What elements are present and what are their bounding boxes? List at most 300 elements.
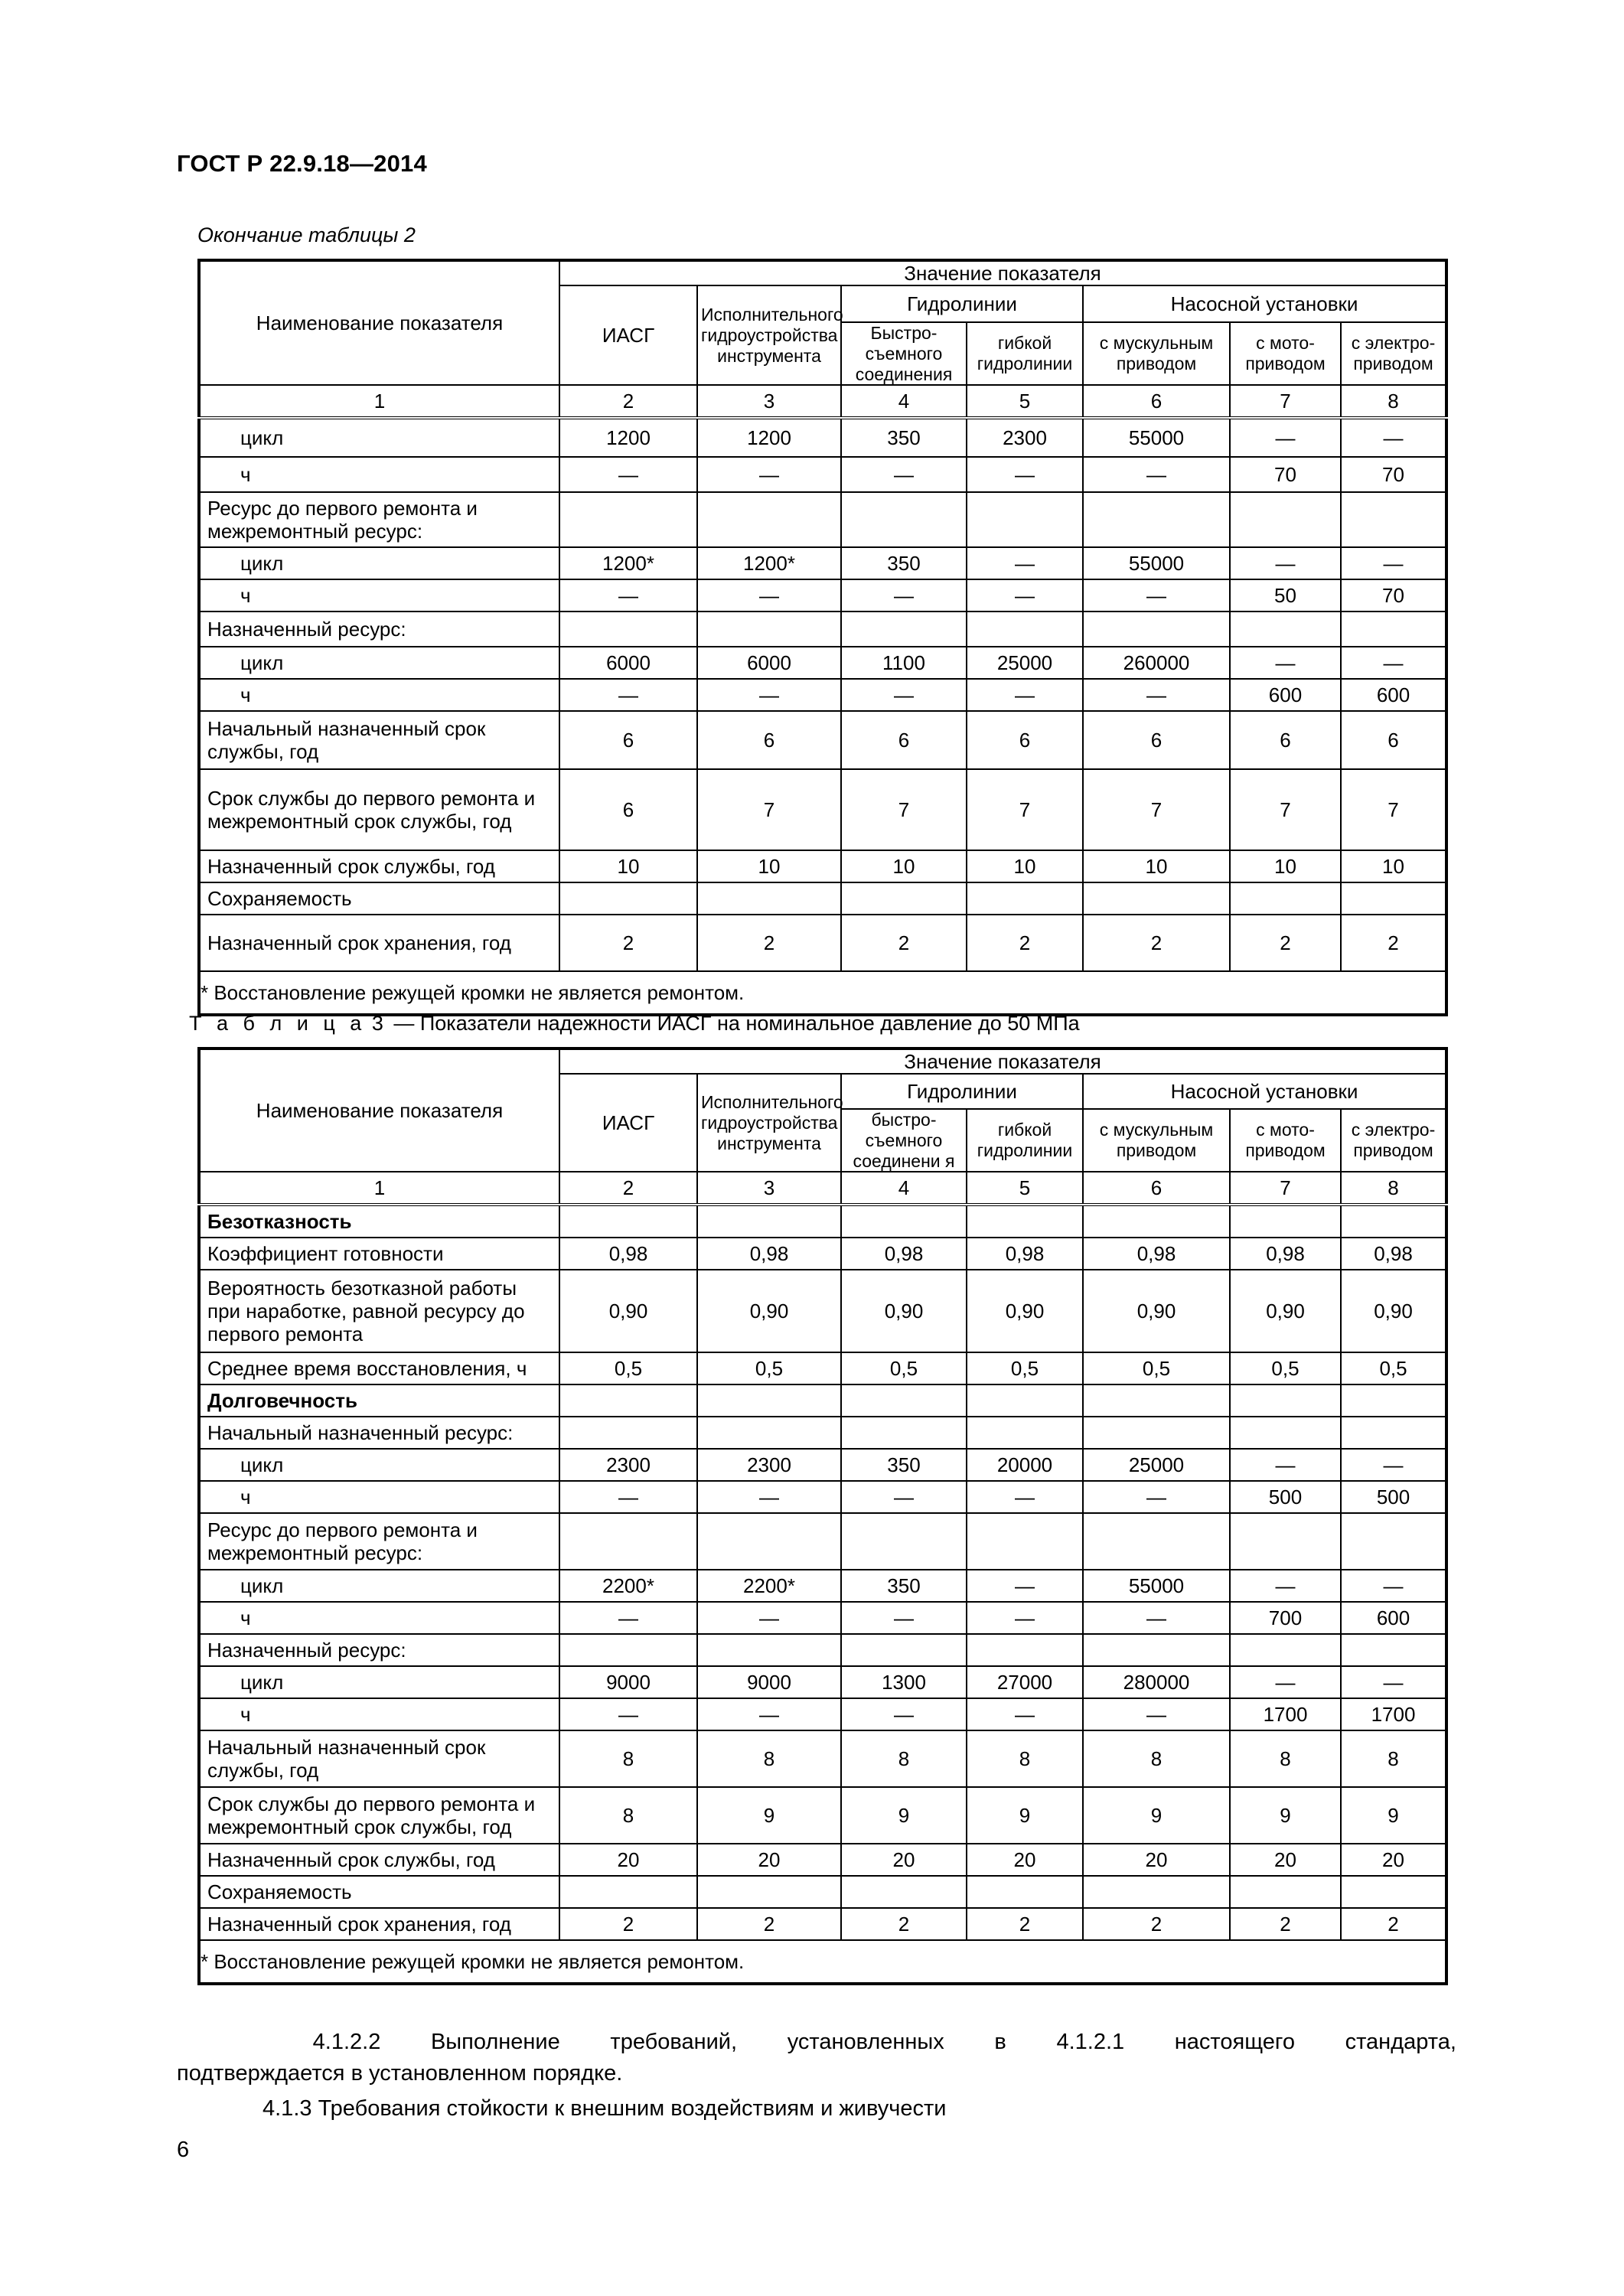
row-value: 8 [1230,1730,1341,1787]
row-value: 6 [1341,711,1446,769]
table-row [199,492,1446,547]
row-label: Начальный назначенный срок службы, год [199,1730,559,1787]
row-value [1083,882,1230,915]
row-value: 0,98 [559,1238,697,1270]
row-label: Коэффициент готовности [199,1238,559,1270]
row-value: — [1230,1449,1341,1481]
row-value: — [1230,418,1341,457]
row-value [967,882,1083,915]
row-value: — [1341,547,1446,579]
row-value: 7 [1341,769,1446,850]
row-value: 9000 [697,1666,841,1698]
table2-num-2: 2 [559,385,697,418]
row-value: 7 [841,769,967,850]
row-value: — [841,679,967,711]
row-label: Сохраняемость [199,1876,559,1908]
table-row [199,850,1446,882]
row-value: 2 [841,1908,967,1940]
row-value [1341,882,1446,915]
table2-header-value-group: Значение показателя [559,260,1446,285]
row-value: — [967,579,1083,612]
paragraph-word-5: 4.1.2.1 [1056,2030,1125,2054]
table2-footnote-row [199,971,1446,1015]
row-value: 2 [1230,1908,1341,1940]
table-row [199,1844,1446,1876]
row-value [1083,1417,1230,1449]
row-value [1341,492,1446,547]
row-value [1341,1513,1446,1570]
row-value: 9 [967,1787,1083,1844]
paragraph-word-6: настоящего [1174,2030,1295,2054]
table-row [199,1481,1446,1513]
row-value: — [697,457,841,492]
row-value: 70 [1341,579,1446,612]
table-row [199,1205,1446,1238]
row-label: Назначенный срок хранения, год [199,1908,559,1940]
row-value: 6 [1230,711,1341,769]
row-value [1230,612,1341,647]
table-row [199,1384,1446,1417]
row-value [841,1417,967,1449]
row-value: 2 [967,915,1083,971]
row-value: — [559,1602,697,1634]
row-value: — [841,1481,967,1513]
row-label: Безотказность [199,1205,559,1238]
table-row [199,579,1446,612]
row-value: 600 [1341,679,1446,711]
table2-header-tool: Исполнительного гидроустройства инструмента [697,285,841,385]
row-value: 2 [967,1908,1083,1940]
paragraph-word-4: в [994,2030,1006,2054]
row-value [697,1513,841,1570]
row-value: 10 [967,850,1083,882]
row-value [1230,1384,1341,1417]
row-value: 2200* [559,1570,697,1602]
table3-footnote-row [199,1940,1446,1984]
row-value: 2 [1341,915,1446,971]
table2-num-5: 5 [967,385,1083,418]
row-value: 50 [1230,579,1341,612]
row-value [1341,612,1446,647]
row-label: Ресурс до первого ремонта и межремонтный ресурс: [199,1513,559,1570]
row-value: 2300 [967,418,1083,457]
row-value: 2 [697,1908,841,1940]
row-label: Ресурс до первого ремонта и межремонтный ресурс: [199,492,559,547]
row-value [1083,492,1230,547]
table-row [199,711,1446,769]
table2-num-6: 6 [1083,385,1230,418]
table3-num-4: 4 [841,1172,967,1205]
row-value: 27000 [967,1666,1083,1698]
row-value: 0,90 [559,1270,697,1352]
row-value: 0,5 [1230,1352,1341,1384]
row-value: 6 [967,711,1083,769]
table2-header-row-1 [199,260,1446,285]
row-value: 1200 [697,418,841,457]
row-value [967,1205,1083,1238]
row-label: ч [199,579,559,612]
row-value: 9 [697,1787,841,1844]
row-value: 1200* [697,547,841,579]
row-value: 6 [559,711,697,769]
table-row [199,1602,1446,1634]
row-label: Назначенный ресурс: [199,612,559,647]
row-value: — [967,679,1083,711]
row-value [841,1205,967,1238]
table3-caption-number: 3 [371,1012,388,1035]
row-value [559,612,697,647]
row-value: 350 [841,547,967,579]
row-label: цикл [199,418,559,457]
row-value: 2 [1230,915,1341,971]
row-value: 2 [1341,1908,1446,1940]
row-value [1083,1205,1230,1238]
row-value [841,1876,967,1908]
row-value: 1200 [559,418,697,457]
row-value: 0,90 [841,1270,967,1352]
row-value: — [559,579,697,612]
table-row [199,1352,1446,1384]
row-value: — [841,1602,967,1634]
row-value: 0,90 [1083,1270,1230,1352]
row-value [559,1876,697,1908]
table2-footnote: * Восстановление режущей кромки не является ремонтом. [199,971,1446,1015]
row-value: 8 [697,1730,841,1787]
row-label: ч [199,1602,559,1634]
row-label: Сохраняемость [199,882,559,915]
table2-header-quick: Быстро-съемного соединения [841,322,967,385]
row-value: 500 [1230,1481,1341,1513]
row-value: — [1341,1666,1446,1698]
row-value [697,882,841,915]
row-value [559,1513,697,1570]
table-row [199,1449,1446,1481]
table-3 [197,1047,1448,1985]
row-value [1341,1876,1446,1908]
row-value: 600 [1230,679,1341,711]
table-row [199,1666,1446,1698]
row-label: цикл [199,547,559,579]
row-value: — [1083,1602,1230,1634]
row-value: 2 [1083,915,1230,971]
row-value [967,1513,1083,1570]
row-value: 55000 [1083,1570,1230,1602]
table2-num-1: 1 [199,385,559,418]
row-label: Вероятность безотказной работы при наработке, равной ресурсу до первого ремонта [199,1270,559,1352]
table-row [199,1730,1446,1787]
row-value: 10 [1341,850,1446,882]
row-value: 0,90 [697,1270,841,1352]
row-value [1341,1634,1446,1666]
row-value: 55000 [1083,418,1230,457]
table3-num-8: 8 [1341,1172,1446,1205]
row-value [1341,1205,1446,1238]
table2-numbering-row [199,385,1446,418]
row-value: — [1083,1481,1230,1513]
row-value: — [1341,647,1446,679]
row-value: 0,98 [697,1238,841,1270]
row-value: 0,98 [1083,1238,1230,1270]
table-row [199,1513,1446,1570]
row-value: 6000 [697,647,841,679]
row-value: 70 [1230,457,1341,492]
row-value [841,492,967,547]
table-row [199,1787,1446,1844]
row-label: Срок службы до первого ремонта и межремонтный срок службы, год [199,1787,559,1844]
table2-header-moto: с мото-приводом [1230,322,1341,385]
row-value: 6 [841,711,967,769]
table3-num-3: 3 [697,1172,841,1205]
row-value [559,1205,697,1238]
row-value: — [559,1481,697,1513]
row-value [697,492,841,547]
row-value: — [967,547,1083,579]
row-value: 0,98 [967,1238,1083,1270]
row-value [841,612,967,647]
row-value [1341,1384,1446,1417]
table3-header-tool: Исполнительного гидроустройства инструмента [697,1074,841,1172]
row-value: 0,5 [967,1352,1083,1384]
row-value: 6 [559,769,697,850]
paragraph-4-1-3-number: 4.1.3 [263,2096,312,2121]
row-value [1230,1876,1341,1908]
table-row [199,1238,1446,1270]
row-label: Назначенный срок службы, год [199,850,559,882]
row-value [1230,1205,1341,1238]
table-row [199,882,1446,915]
paragraph-4-1-2-2-line-1 [177,2027,1456,2058]
row-value [1083,612,1230,647]
row-value: — [1230,547,1341,579]
row-value: 1700 [1341,1698,1446,1730]
table2-header-electro: с электро-приводом [1341,322,1446,385]
row-value [841,882,967,915]
row-value: 0,5 [559,1352,697,1384]
row-value: 0,98 [1341,1238,1446,1270]
row-label: Начальный назначенный ресурс: [199,1417,559,1449]
row-value: 280000 [1083,1666,1230,1698]
row-value: 0,5 [841,1352,967,1384]
row-value: — [1083,579,1230,612]
row-value: 20 [697,1844,841,1876]
row-value: — [559,457,697,492]
row-value: 0,5 [697,1352,841,1384]
row-value: — [1230,1666,1341,1698]
table-row [199,647,1446,679]
table3-header-moto: с мото-приводом [1230,1109,1341,1172]
table-row [199,915,1446,971]
row-value [697,1384,841,1417]
table2-header-name-col: Наименование показателя [199,260,559,385]
row-value: 8 [559,1730,697,1787]
row-value [841,1513,967,1570]
running-head: ГОСТ Р 22.9.18—2014 [177,150,427,177]
row-label: ч [199,1698,559,1730]
table2-header-flex: гибкой гидролинии [967,322,1083,385]
row-value: 20 [967,1844,1083,1876]
table-row [199,1876,1446,1908]
table3-header-pump-group: Насосной установки [1083,1074,1446,1109]
row-label: Назначенный срок службы, год [199,1844,559,1876]
row-value: 10 [697,850,841,882]
row-value: — [967,1570,1083,1602]
row-value: — [967,1698,1083,1730]
row-value: 350 [841,1449,967,1481]
row-value: 2 [559,915,697,971]
table3-header-hydro-group: Гидролинии [841,1074,1083,1109]
table3-body [199,1205,1446,1940]
row-value [1341,1417,1446,1449]
row-value: 7 [697,769,841,850]
row-value: — [697,1481,841,1513]
row-value: — [967,457,1083,492]
table-row [199,1634,1446,1666]
row-value: 25000 [1083,1449,1230,1481]
table-row [199,612,1446,647]
row-label: цикл [199,1449,559,1481]
row-value [697,1876,841,1908]
row-value: 350 [841,1570,967,1602]
row-value: 20 [1083,1844,1230,1876]
row-value [967,1876,1083,1908]
row-value [1230,1417,1341,1449]
row-value [559,1384,697,1417]
row-value [1083,1876,1230,1908]
row-value [1083,1513,1230,1570]
row-value: 2300 [559,1449,697,1481]
row-value [967,1634,1083,1666]
row-value: 70 [1341,457,1446,492]
row-value: 600 [1341,1602,1446,1634]
table2-num-4: 4 [841,385,967,418]
row-value: 10 [559,850,697,882]
row-label: Срок службы до первого ремонта и межремонтный срок службы, год [199,769,559,850]
table-row [199,1270,1446,1352]
row-label: ч [199,679,559,711]
row-value [1230,1634,1341,1666]
row-value: 9000 [559,1666,697,1698]
row-value: 2 [697,915,841,971]
table3-num-7: 7 [1230,1172,1341,1205]
row-value [559,882,697,915]
table-row [199,769,1446,850]
row-value: 8 [1341,1730,1446,1787]
row-value: — [1341,418,1446,457]
row-value: 6 [697,711,841,769]
row-value: 2300 [697,1449,841,1481]
paragraph-4-1-2-2-number: 4.1.2.2 [312,2030,381,2054]
row-value [559,1417,697,1449]
row-value: 1200* [559,547,697,579]
table2-header-iasg: ИАСГ [559,285,697,385]
table3-footnote: * Восстановление режущей кромки не является ремонтом. [199,1940,1446,1984]
table2-header-pump-group: Насосной установки [1083,285,1446,322]
row-label: Начальный назначенный срок службы, год [199,711,559,769]
table3-num-5: 5 [967,1172,1083,1205]
paragraph-4-1-3-text: Требования стойкости к внешним воздействиям и живучести [318,2096,947,2121]
row-value: — [841,457,967,492]
row-value [1230,492,1341,547]
table3-header-value-group: Значение показателя [559,1049,1446,1074]
table-row [199,1908,1446,1940]
row-value: 10 [1230,850,1341,882]
row-value [559,1634,697,1666]
paragraph-word-3: установленных [787,2030,944,2054]
row-value [967,1384,1083,1417]
row-label: Среднее время восстановления, ч [199,1352,559,1384]
table2-caption: Окончание таблицы 2 [197,223,416,246]
row-value: 0,5 [1341,1352,1446,1384]
row-value: — [559,1698,697,1730]
row-value: 9 [1230,1787,1341,1844]
paragraph-indent [177,2027,263,2058]
paragraph-4-1-2-2-line-2: подтверждается в установленном порядке. [177,2061,623,2086]
row-value [967,1417,1083,1449]
row-value: 7 [967,769,1083,850]
row-value: 0,98 [1230,1238,1341,1270]
paragraph-word-2: требований, [610,2030,738,2054]
row-value: 1100 [841,647,967,679]
table2-num-3: 3 [697,385,841,418]
row-label: цикл [199,1666,559,1698]
row-value: — [967,1481,1083,1513]
row-value: 20 [1341,1844,1446,1876]
table3-num-1: 1 [199,1172,559,1205]
table-row [199,457,1446,492]
row-value: 0,98 [841,1238,967,1270]
row-value: 10 [841,850,967,882]
row-value: 0,5 [1083,1352,1230,1384]
row-label: ч [199,457,559,492]
row-value: 20000 [967,1449,1083,1481]
row-value: — [697,679,841,711]
table3-num-2: 2 [559,1172,697,1205]
paragraph-word-1: Выполнение [430,2030,560,2054]
row-value: 25000 [967,647,1083,679]
row-value: 0,90 [967,1270,1083,1352]
row-value [697,1417,841,1449]
table2-body [199,418,1446,971]
table2-header-muscle: с мускульным приводом [1083,322,1230,385]
row-value: 0,90 [1341,1270,1446,1352]
row-value: 700 [1230,1602,1341,1634]
table3-caption-prefix: Т а б л и ц а [189,1012,367,1035]
row-value: 350 [841,418,967,457]
row-value: 1300 [841,1666,967,1698]
table3-header-muscle: с мускульным приводом [1083,1109,1230,1172]
row-value: 2 [1083,1908,1230,1940]
row-value [697,1634,841,1666]
row-value [697,1205,841,1238]
row-value: 20 [559,1844,697,1876]
row-value: 2200* [697,1570,841,1602]
row-value: — [1083,679,1230,711]
page-number: 6 [177,2138,190,2162]
row-value: 500 [1341,1481,1446,1513]
row-value [559,492,697,547]
row-value: 0,90 [1230,1270,1341,1352]
row-value: — [697,579,841,612]
row-value: — [1341,1449,1446,1481]
row-value: 9 [841,1787,967,1844]
row-value [1083,1634,1230,1666]
row-value: — [1083,457,1230,492]
table3-header-iasg: ИАСГ [559,1074,697,1172]
row-value: 9 [1341,1787,1446,1844]
table-row [199,1417,1446,1449]
paragraph-4-1-2-2 [177,2027,1456,2089]
row-value: 1700 [1230,1698,1341,1730]
